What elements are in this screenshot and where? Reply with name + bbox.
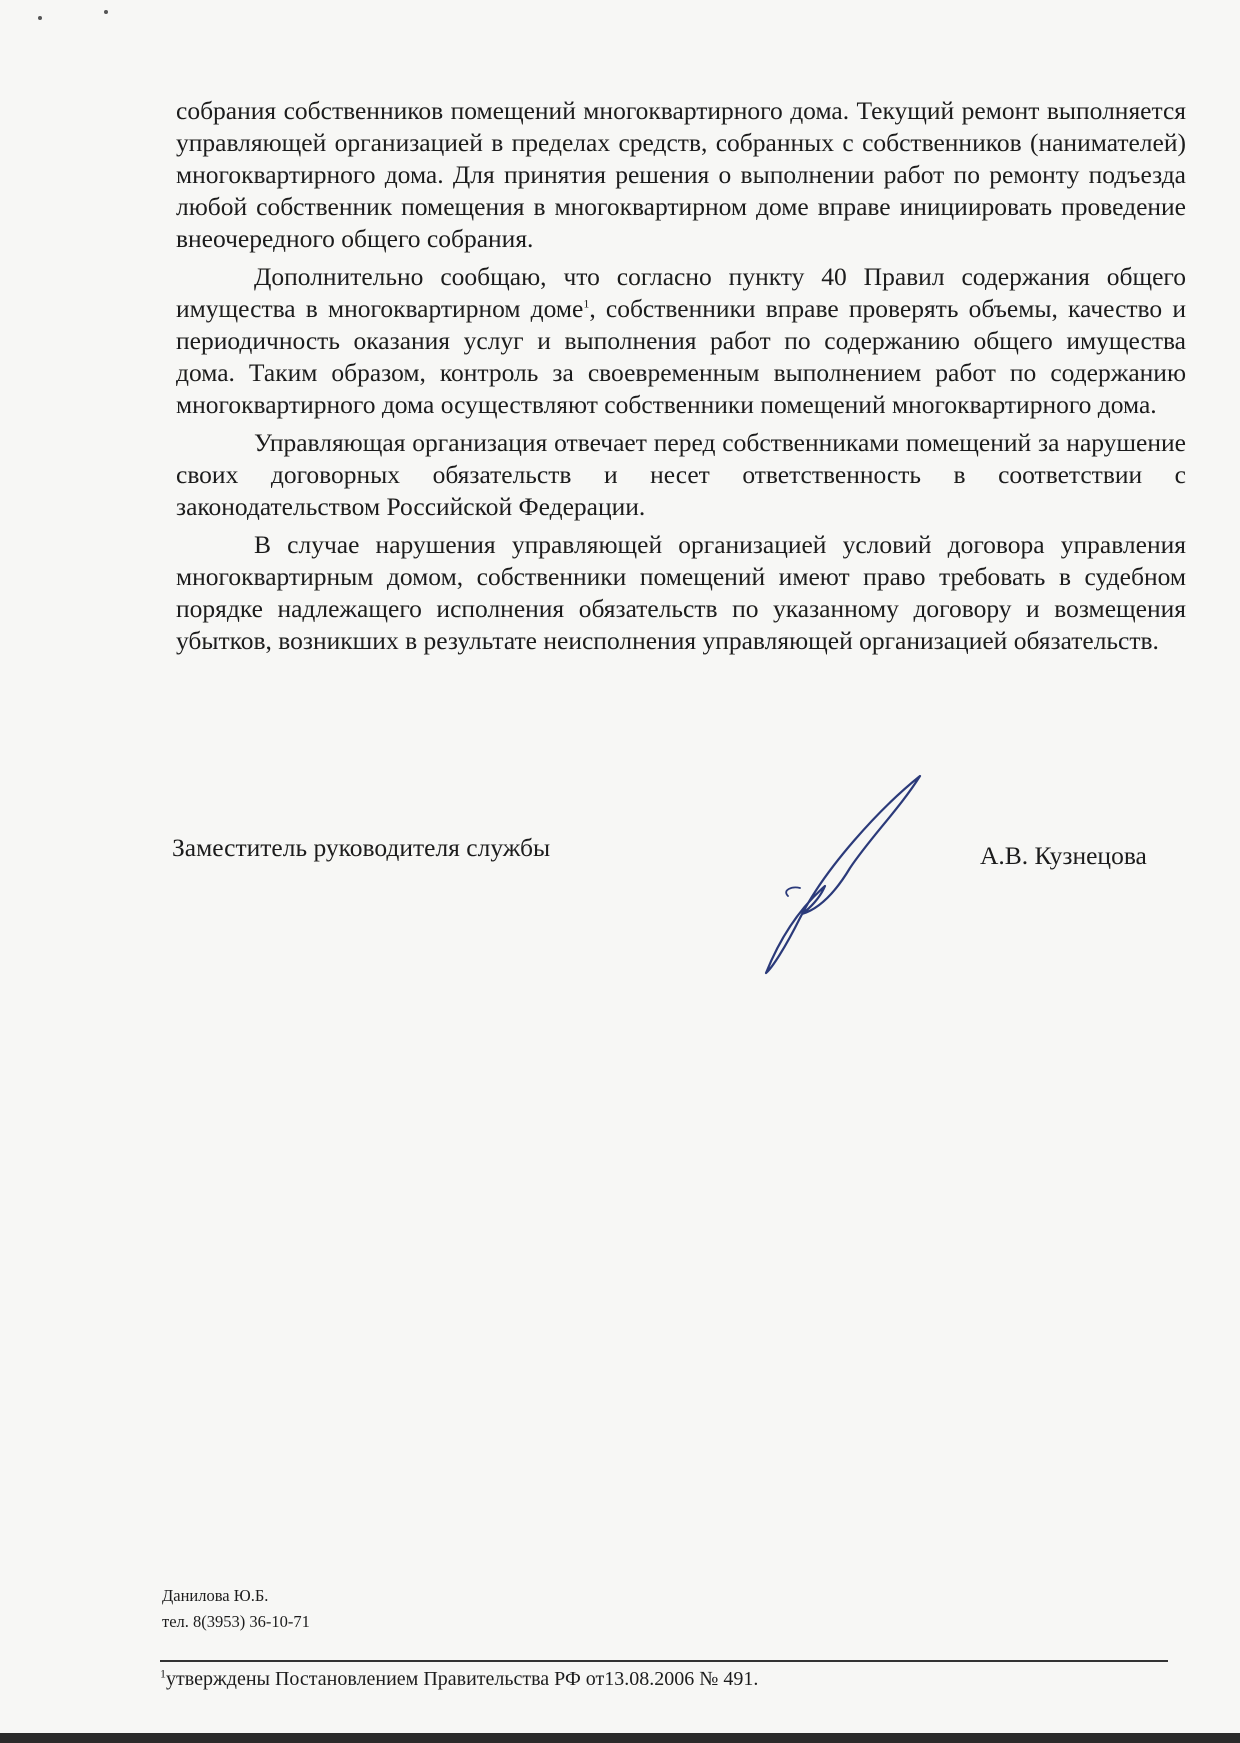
scan-speck [38,16,42,20]
paragraph-4: В случае нарушения управляющей организацией условий договора управления многоквартирным домом, собственники помещений имеют право требовать в судебном порядке надлежащего исполнения обязательств по указанному договору и возмещения убытков, возникших в результате неисполнения управляющей организацией обязательств. [176,530,1186,655]
executor-phone: тел. 8(3953) 36-10-71 [162,1612,310,1631]
handwritten-signature [730,768,940,978]
signatory-name: А.В. Кузнецова [980,841,1147,870]
paragraph-3: Управляющая организация отвечает перед собственниками помещений за нарушение своих договорных обязательств и несет ответственность в соответствии с законодательством Российской Федерации. [176,428,1186,521]
footnote-text: утверждены Постановлением Правительства РФ от13.08.2006 № 491. [166,1668,759,1690]
paragraph-2-end: , собственники вправе проверять объемы, качество и периодичность оказания услуг и выполнения работ по содержанию общего имущества дома. Таким образом, контроль за своевременным выполнением работ по содержанию многоквартирного дома осуществляют собственники помещений многоквартирного дома. [176,294,1186,419]
paragraph-2-start: Дополнительно сообщаю, что согласно пункту 40 Правил содержания общего имущества в многоквартирном доме [176,262,1186,323]
footnote [160,1666,758,1692]
scan-speck [104,10,108,14]
paragraph-2 [176,261,1186,421]
paragraph-1: собрания собственников помещений многоквартирного дома. Текущий ремонт выполняется управляющей организацией в пределах средств, собранных с собственников (нанимателей) многоквартирного дома. Для принятия решения о выполнении работ по ремонту подъезда любой собственник помещения в многоквартирном доме вправе инициировать проведение внеочередного общего собрания. [176,96,1186,253]
footnote-reference: 1 [583,296,590,311]
signatory-position: Заместитель руководителя службы [172,833,551,862]
scan-edge [0,1733,1240,1743]
footnote-mark: 1 [160,1666,166,1681]
letter-body [176,95,1186,663]
executor-info [162,1585,310,1637]
footnote-divider [160,1660,1168,1662]
executor-name: Данилова Ю.Б. [162,1586,269,1605]
